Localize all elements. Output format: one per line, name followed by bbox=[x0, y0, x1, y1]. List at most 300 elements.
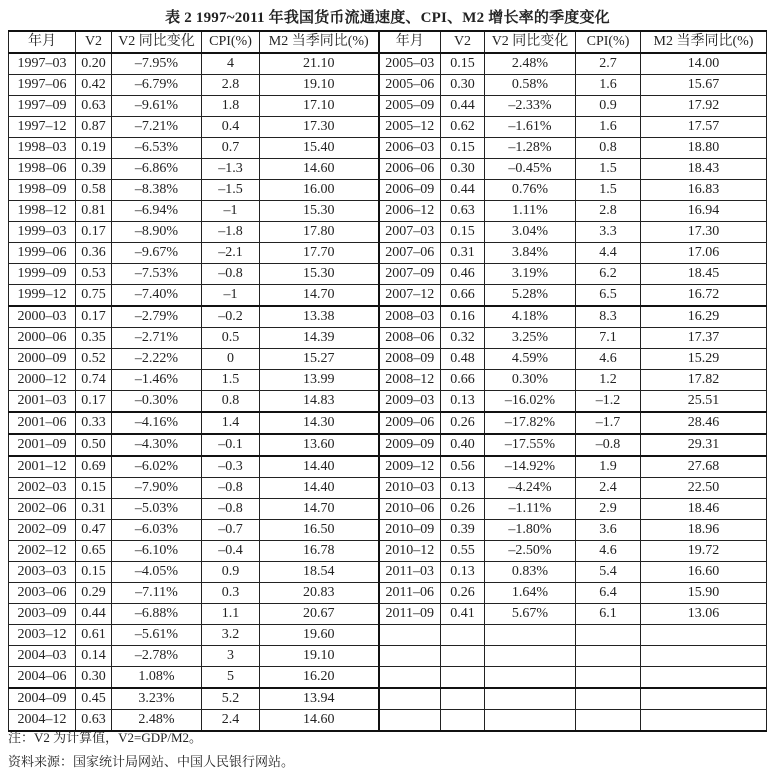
table-cell: –1.80% bbox=[485, 520, 576, 541]
table-cell: 2002–12 bbox=[9, 541, 76, 562]
table-cell: 2001–12 bbox=[9, 456, 76, 478]
table-row bbox=[9, 478, 767, 499]
table-cell: 1.4 bbox=[202, 412, 260, 434]
table-cell: 4.18% bbox=[485, 306, 576, 328]
table-cell: 6.1 bbox=[576, 604, 641, 625]
table-cell: –17.82% bbox=[485, 412, 576, 434]
table-cell: 17.57 bbox=[641, 117, 767, 138]
table-cell: 17.37 bbox=[641, 328, 767, 349]
table-cell: 17.80 bbox=[260, 222, 379, 243]
table-cell: 16.78 bbox=[260, 541, 379, 562]
table-cell: 14.30 bbox=[260, 412, 379, 434]
data-source-note: 资料来源：国家统计局网站、中国人民银行网站。 bbox=[8, 754, 295, 769]
table-row bbox=[9, 75, 767, 96]
table-cell: 1.6 bbox=[576, 117, 641, 138]
table-cell: 2001–03 bbox=[9, 391, 76, 413]
table-cell: 2010–03 bbox=[379, 478, 441, 499]
table-cell: –1.7 bbox=[576, 412, 641, 434]
table-cell bbox=[441, 688, 485, 710]
table-cell: 2.4 bbox=[202, 710, 260, 732]
col-header-m2: M2 当季同比(%) bbox=[260, 31, 379, 53]
table-row bbox=[9, 180, 767, 201]
table-cell: 17.06 bbox=[641, 243, 767, 264]
table-cell: 1.8 bbox=[202, 96, 260, 117]
table-title: 表 2 1997~2011 年我国货币流通速度、CPI、M2 增长率的季度变化 bbox=[165, 10, 610, 26]
table-row bbox=[9, 667, 767, 689]
data-table bbox=[8, 30, 767, 732]
table-cell: 3.25% bbox=[485, 328, 576, 349]
table-cell: 16.29 bbox=[641, 306, 767, 328]
table-cell: 2011–03 bbox=[379, 562, 441, 583]
table-cell: 0.58 bbox=[76, 180, 112, 201]
table-cell: 1999–09 bbox=[9, 264, 76, 285]
table-cell: 0.47 bbox=[76, 520, 112, 541]
table-cell: 0.63 bbox=[76, 710, 112, 732]
table-cell: 15.40 bbox=[260, 138, 379, 159]
table-row bbox=[9, 456, 767, 478]
table-cell: 14.70 bbox=[260, 499, 379, 520]
table-cell: –0.4 bbox=[202, 541, 260, 562]
table-cell: 16.50 bbox=[260, 520, 379, 541]
table-cell: 0.8 bbox=[202, 391, 260, 413]
table-cell: 5 bbox=[202, 667, 260, 689]
table-cell: 16.83 bbox=[641, 180, 767, 201]
table-cell: –1.3 bbox=[202, 159, 260, 180]
table-cell: 17.30 bbox=[641, 222, 767, 243]
table-cell: 15.29 bbox=[641, 349, 767, 370]
table-cell: 15.30 bbox=[260, 201, 379, 222]
table-cell: 19.72 bbox=[641, 541, 767, 562]
table-cell: 2009–03 bbox=[379, 391, 441, 413]
table-row bbox=[9, 583, 767, 604]
table-cell: 6.4 bbox=[576, 583, 641, 604]
table-cell: 2002–03 bbox=[9, 478, 76, 499]
table-cell: 1998–06 bbox=[9, 159, 76, 180]
table-cell: 0.62 bbox=[441, 117, 485, 138]
table-cell: 0.15 bbox=[441, 222, 485, 243]
table-row bbox=[9, 646, 767, 667]
table-cell: –9.67% bbox=[112, 243, 202, 264]
table-cell: 5.2 bbox=[202, 688, 260, 710]
table-cell: 1999–03 bbox=[9, 222, 76, 243]
table-cell: 14.00 bbox=[641, 53, 767, 75]
table-cell: 1998–03 bbox=[9, 138, 76, 159]
table-cell: –2.50% bbox=[485, 541, 576, 562]
table-cell: –4.30% bbox=[112, 434, 202, 456]
table-cell: –4.05% bbox=[112, 562, 202, 583]
table-cell: 15.67 bbox=[641, 75, 767, 96]
table-cell: 0.35 bbox=[76, 328, 112, 349]
table-cell bbox=[379, 625, 441, 646]
table-cell: 0.20 bbox=[76, 53, 112, 75]
table-cell: 0.58% bbox=[485, 75, 576, 96]
table-cell: –4.24% bbox=[485, 478, 576, 499]
table-cell: 0.42 bbox=[76, 75, 112, 96]
table-cell: 0.39 bbox=[76, 159, 112, 180]
table-cell: 2003–03 bbox=[9, 562, 76, 583]
table-row bbox=[9, 391, 767, 413]
table-cell: 2005–12 bbox=[379, 117, 441, 138]
table-cell: 14.83 bbox=[260, 391, 379, 413]
table-cell bbox=[441, 710, 485, 732]
table-cell: 25.51 bbox=[641, 391, 767, 413]
table-cell: –6.53% bbox=[112, 138, 202, 159]
table-cell: 16.00 bbox=[260, 180, 379, 201]
table-cell: 0.13 bbox=[441, 562, 485, 583]
table-row bbox=[9, 264, 767, 285]
table-cell: 15.27 bbox=[260, 349, 379, 370]
table-cell: 17.30 bbox=[260, 117, 379, 138]
table-cell: 1.5 bbox=[202, 370, 260, 391]
table-cell: 2002–06 bbox=[9, 499, 76, 520]
table-cell: 3.2 bbox=[202, 625, 260, 646]
table-cell: –0.8 bbox=[576, 434, 641, 456]
table-cell: 0.41 bbox=[441, 604, 485, 625]
table-cell: 13.06 bbox=[641, 604, 767, 625]
table-cell: 4.6 bbox=[576, 349, 641, 370]
table-cell: 0.55 bbox=[441, 541, 485, 562]
table-cell bbox=[641, 667, 767, 689]
table-cell: 0.17 bbox=[76, 306, 112, 328]
table-cell: 18.80 bbox=[641, 138, 767, 159]
table-cell: –7.90% bbox=[112, 478, 202, 499]
table-cell: 0.30 bbox=[441, 159, 485, 180]
table-cell: 3.6 bbox=[576, 520, 641, 541]
table-cell: 4.59% bbox=[485, 349, 576, 370]
table-cell: 2010–09 bbox=[379, 520, 441, 541]
table-cell: 1997–06 bbox=[9, 75, 76, 96]
table-cell: 0.13 bbox=[441, 478, 485, 499]
table-cell: 27.68 bbox=[641, 456, 767, 478]
table-cell: –1.28% bbox=[485, 138, 576, 159]
table-cell bbox=[379, 667, 441, 689]
table-cell: –8.90% bbox=[112, 222, 202, 243]
table-cell: –1.2 bbox=[576, 391, 641, 413]
table-cell: 2.48% bbox=[112, 710, 202, 732]
table-cell: 16.72 bbox=[641, 285, 767, 307]
table-cell: –0.2 bbox=[202, 306, 260, 328]
table-cell: 1.9 bbox=[576, 456, 641, 478]
table-row bbox=[9, 541, 767, 562]
table-cell: 15.30 bbox=[260, 264, 379, 285]
table-cell: 14.60 bbox=[260, 159, 379, 180]
table-cell: 0.46 bbox=[441, 264, 485, 285]
table-cell: 0.65 bbox=[76, 541, 112, 562]
table-cell: –1.61% bbox=[485, 117, 576, 138]
table-cell: –9.61% bbox=[112, 96, 202, 117]
table-cell: 2004–06 bbox=[9, 667, 76, 689]
table-cell: 0.15 bbox=[76, 562, 112, 583]
table-cell: 6.2 bbox=[576, 264, 641, 285]
table-cell: 2.8 bbox=[576, 201, 641, 222]
table-cell: –7.21% bbox=[112, 117, 202, 138]
table-cell: 0.63 bbox=[441, 201, 485, 222]
table-cell: 2010–12 bbox=[379, 541, 441, 562]
table-cell: 6.5 bbox=[576, 285, 641, 307]
table-cell: –5.61% bbox=[112, 625, 202, 646]
table-cell: 0.3 bbox=[202, 583, 260, 604]
table-cell bbox=[576, 710, 641, 732]
table-cell bbox=[641, 688, 767, 710]
table-cell: 1998–09 bbox=[9, 180, 76, 201]
col-header-m2-right: M2 当季同比(%) bbox=[641, 31, 767, 53]
table-cell: –2.79% bbox=[112, 306, 202, 328]
table-cell: –6.03% bbox=[112, 520, 202, 541]
table-cell: 0.48 bbox=[441, 349, 485, 370]
table-cell: –0.8 bbox=[202, 499, 260, 520]
table-cell: –2.1 bbox=[202, 243, 260, 264]
table-cell: 0.74 bbox=[76, 370, 112, 391]
table-cell: 2011–06 bbox=[379, 583, 441, 604]
table-cell: 0.76% bbox=[485, 180, 576, 201]
table-cell: 5.67% bbox=[485, 604, 576, 625]
table-cell: 2007–09 bbox=[379, 264, 441, 285]
table-row bbox=[9, 520, 767, 541]
table-cell: 0.45 bbox=[76, 688, 112, 710]
table-cell: 2000–03 bbox=[9, 306, 76, 328]
table-cell: 19.60 bbox=[260, 625, 379, 646]
table-row bbox=[9, 499, 767, 520]
table-cell: –6.94% bbox=[112, 201, 202, 222]
table-cell: 2006–03 bbox=[379, 138, 441, 159]
table-cell: 0.44 bbox=[76, 604, 112, 625]
table-cell bbox=[485, 667, 576, 689]
table-cell: 0.31 bbox=[76, 499, 112, 520]
col-header-date-right: 年月 bbox=[379, 31, 441, 53]
table-cell: 4.6 bbox=[576, 541, 641, 562]
table-cell: 5.4 bbox=[576, 562, 641, 583]
table-cell: 2009–06 bbox=[379, 412, 441, 434]
table-cell: 0.8 bbox=[576, 138, 641, 159]
table-cell: 2005–03 bbox=[379, 53, 441, 75]
table-cell: 2010–06 bbox=[379, 499, 441, 520]
table-cell: 21.10 bbox=[260, 53, 379, 75]
table-row bbox=[9, 328, 767, 349]
col-header-v2-yoy: V2 同比变化 bbox=[112, 31, 202, 53]
table-cell: –6.88% bbox=[112, 604, 202, 625]
table-cell: 0.16 bbox=[441, 306, 485, 328]
table-cell: 0.9 bbox=[576, 96, 641, 117]
table-row bbox=[9, 370, 767, 391]
table-row bbox=[9, 159, 767, 180]
table-row bbox=[9, 562, 767, 583]
table-cell: 2008–06 bbox=[379, 328, 441, 349]
table-cell: 22.50 bbox=[641, 478, 767, 499]
table-cell: 2004–03 bbox=[9, 646, 76, 667]
table-cell: 3.23% bbox=[112, 688, 202, 710]
table-cell: 2003–06 bbox=[9, 583, 76, 604]
table-cell: 0.26 bbox=[441, 499, 485, 520]
table-cell bbox=[576, 667, 641, 689]
table-cell: –2.78% bbox=[112, 646, 202, 667]
table-cell: 0.15 bbox=[441, 53, 485, 75]
col-header-date: 年月 bbox=[9, 31, 76, 53]
table-cell: –1 bbox=[202, 201, 260, 222]
table-cell: –0.8 bbox=[202, 264, 260, 285]
table-cell: –1.11% bbox=[485, 499, 576, 520]
table-cell: 1.5 bbox=[576, 159, 641, 180]
table-cell: –7.11% bbox=[112, 583, 202, 604]
table-cell: 2005–06 bbox=[379, 75, 441, 96]
table-cell: 3.3 bbox=[576, 222, 641, 243]
table-cell: –4.16% bbox=[112, 412, 202, 434]
table-cell: 1.6 bbox=[576, 75, 641, 96]
table-cell bbox=[485, 625, 576, 646]
table-row bbox=[9, 117, 767, 138]
table-cell: 0.26 bbox=[441, 412, 485, 434]
table-cell: –1.5 bbox=[202, 180, 260, 201]
table-cell: 1997–12 bbox=[9, 117, 76, 138]
table-cell: –16.02% bbox=[485, 391, 576, 413]
table-cell: 28.46 bbox=[641, 412, 767, 434]
table-cell: 0.13 bbox=[441, 391, 485, 413]
table-row bbox=[9, 604, 767, 625]
table-cell bbox=[485, 710, 576, 732]
table-cell: 2006–06 bbox=[379, 159, 441, 180]
table-cell: 2.9 bbox=[576, 499, 641, 520]
table-row bbox=[9, 412, 767, 434]
table-row bbox=[9, 434, 767, 456]
table-cell: 0.53 bbox=[76, 264, 112, 285]
table-cell: 0.30 bbox=[76, 667, 112, 689]
table-cell: 2000–06 bbox=[9, 328, 76, 349]
table-cell: 18.46 bbox=[641, 499, 767, 520]
table-cell: 2006–12 bbox=[379, 201, 441, 222]
table-cell: –1.46% bbox=[112, 370, 202, 391]
table-cell: 18.43 bbox=[641, 159, 767, 180]
table-cell: 0.52 bbox=[76, 349, 112, 370]
table-cell: 0.33 bbox=[76, 412, 112, 434]
table-cell: 0.17 bbox=[76, 222, 112, 243]
table-cell: –6.79% bbox=[112, 75, 202, 96]
table-cell: 1.64% bbox=[485, 583, 576, 604]
table-cell: –0.30% bbox=[112, 391, 202, 413]
table-cell: 8.3 bbox=[576, 306, 641, 328]
table-cell: 0.30% bbox=[485, 370, 576, 391]
table-cell: 18.54 bbox=[260, 562, 379, 583]
table-body bbox=[9, 53, 767, 731]
table-row bbox=[9, 306, 767, 328]
table-cell: 17.82 bbox=[641, 370, 767, 391]
table-cell: 16.20 bbox=[260, 667, 379, 689]
table-cell: 0.32 bbox=[441, 328, 485, 349]
table-cell: –7.53% bbox=[112, 264, 202, 285]
table-cell: 18.96 bbox=[641, 520, 767, 541]
table-cell: 2001–06 bbox=[9, 412, 76, 434]
table-cell: 3 bbox=[202, 646, 260, 667]
table-cell: 2000–09 bbox=[9, 349, 76, 370]
table-cell: 0.56 bbox=[441, 456, 485, 478]
table-cell: 16.60 bbox=[641, 562, 767, 583]
table-cell: –6.02% bbox=[112, 456, 202, 478]
table-cell: 0.7 bbox=[202, 138, 260, 159]
table-cell: –6.10% bbox=[112, 541, 202, 562]
table-cell: 0.87 bbox=[76, 117, 112, 138]
table-cell: 0.81 bbox=[76, 201, 112, 222]
table-cell: 2009–12 bbox=[379, 456, 441, 478]
table-cell: 2008–03 bbox=[379, 306, 441, 328]
table-cell: 0.29 bbox=[76, 583, 112, 604]
table-cell: 2000–12 bbox=[9, 370, 76, 391]
table-cell: 0.36 bbox=[76, 243, 112, 264]
table-cell: 14.40 bbox=[260, 456, 379, 478]
table-cell: 0.31 bbox=[441, 243, 485, 264]
table-cell: 17.92 bbox=[641, 96, 767, 117]
col-header-v2: V2 bbox=[76, 31, 112, 53]
table-cell: 1998–12 bbox=[9, 201, 76, 222]
table-cell: 14.60 bbox=[260, 710, 379, 732]
col-header-v2-right: V2 bbox=[441, 31, 485, 53]
table-cell: 0.5 bbox=[202, 328, 260, 349]
table-cell: 2.8 bbox=[202, 75, 260, 96]
col-header-cpi: CPI(%) bbox=[202, 31, 260, 53]
table-cell: 2004–12 bbox=[9, 710, 76, 732]
table-cell: –8.38% bbox=[112, 180, 202, 201]
table-cell: 0.61 bbox=[76, 625, 112, 646]
table-cell: 1997–09 bbox=[9, 96, 76, 117]
table-cell: –6.86% bbox=[112, 159, 202, 180]
table-cell: 0.83% bbox=[485, 562, 576, 583]
table-cell: 2007–06 bbox=[379, 243, 441, 264]
table-cell: –7.40% bbox=[112, 285, 202, 307]
table-row bbox=[9, 53, 767, 75]
table-row bbox=[9, 625, 767, 646]
table-cell: 14.40 bbox=[260, 478, 379, 499]
table-cell: 3.19% bbox=[485, 264, 576, 285]
table-cell bbox=[441, 646, 485, 667]
table-cell bbox=[576, 625, 641, 646]
table-cell: 17.70 bbox=[260, 243, 379, 264]
table-cell: 17.10 bbox=[260, 96, 379, 117]
table-cell: 5.28% bbox=[485, 285, 576, 307]
table-cell: 13.60 bbox=[260, 434, 379, 456]
table-cell: 14.70 bbox=[260, 285, 379, 307]
table-cell: 0.19 bbox=[76, 138, 112, 159]
table-cell: 0.15 bbox=[76, 478, 112, 499]
table-cell: 2002–09 bbox=[9, 520, 76, 541]
table-cell: 3.84% bbox=[485, 243, 576, 264]
table-cell: 0.26 bbox=[441, 583, 485, 604]
table-cell: 0.50 bbox=[76, 434, 112, 456]
table-cell: 4.4 bbox=[576, 243, 641, 264]
table-cell: –2.22% bbox=[112, 349, 202, 370]
table-cell: 13.94 bbox=[260, 688, 379, 710]
table-cell: 0.63 bbox=[76, 96, 112, 117]
table-row bbox=[9, 96, 767, 117]
table-cell: –14.92% bbox=[485, 456, 576, 478]
table-cell: 2011–09 bbox=[379, 604, 441, 625]
table-cell: 0.9 bbox=[202, 562, 260, 583]
table-cell: 2001–09 bbox=[9, 434, 76, 456]
table-cell: 2008–12 bbox=[379, 370, 441, 391]
table-row bbox=[9, 243, 767, 264]
table-cell: 0.69 bbox=[76, 456, 112, 478]
table-cell: 15.90 bbox=[641, 583, 767, 604]
table-cell bbox=[441, 667, 485, 689]
table-cell bbox=[576, 646, 641, 667]
table-cell bbox=[641, 710, 767, 732]
table-cell: 2003–09 bbox=[9, 604, 76, 625]
table-cell: 0.40 bbox=[441, 434, 485, 456]
table-cell: 29.31 bbox=[641, 434, 767, 456]
table-cell: 7.1 bbox=[576, 328, 641, 349]
table-cell: 0.44 bbox=[441, 180, 485, 201]
table-cell bbox=[379, 646, 441, 667]
table-cell: 0.4 bbox=[202, 117, 260, 138]
table-cell: 2005–09 bbox=[379, 96, 441, 117]
table-cell: 2.4 bbox=[576, 478, 641, 499]
table-cell: –2.33% bbox=[485, 96, 576, 117]
